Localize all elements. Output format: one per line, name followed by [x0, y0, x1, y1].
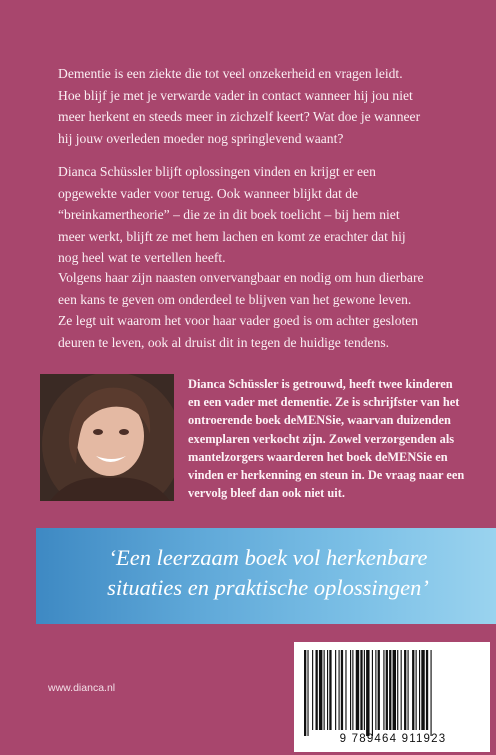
barcode-bar: [339, 650, 340, 730]
barcode-bar: [304, 650, 306, 736]
author-photo: [40, 374, 174, 501]
barcode-bar: [419, 650, 420, 730]
blurb-line: Dianca Schüssler blijft oplossingen vinden en krijgt er een: [58, 164, 376, 179]
barcode-bar: [319, 650, 322, 730]
bio-line: Dianca Schüssler is getrouwd, heeft twee kinderen: [188, 377, 453, 391]
barcode-bar: [345, 650, 346, 730]
barcode-bar: [364, 650, 365, 730]
review-quote: [48, 543, 488, 603]
barcode-bar: [356, 650, 359, 730]
barcode-bar: [327, 650, 328, 730]
barcode-bar: [393, 650, 396, 730]
barcode-bar: [386, 650, 388, 730]
barcode-bar: [360, 650, 362, 730]
blurb-paragraph-1: [58, 63, 458, 149]
barcode-bar: [335, 650, 336, 730]
blurb-line: opgewekte vader voor terug. Ook wanneer blijkt dat de: [58, 185, 359, 201]
barcode-bar: [408, 650, 409, 730]
author-bio: [188, 375, 488, 502]
barcode-bar: [412, 650, 414, 730]
blurb-line: meer werkt, blijft ze met hem lachen en komt ze erachter dat hij: [58, 228, 406, 244]
barcode-bar: [366, 650, 369, 736]
barcode-bar: [421, 650, 424, 730]
quote-line: situaties en praktische oplossingen’: [107, 575, 429, 600]
blurb-line: Volgens haar zijn naasten onvervangbaar en nodig om hun dierbare: [58, 270, 424, 285]
barcode-bar: [324, 650, 325, 730]
barcode-bar: [404, 650, 406, 730]
blurb-paragraph-2: [58, 161, 458, 269]
barcode-bar: [401, 650, 402, 730]
isbn-number: 9 789464 911923: [339, 733, 447, 745]
barcode-bar: [307, 650, 308, 736]
bio-line: exemplaren verkocht zijn. Zowel verzorgenden als: [188, 431, 455, 446]
blurb-line: “breinkamertheorie” – die ze in dit boek toelicht – bij hem niet: [58, 207, 400, 223]
blurb-line: Ze legt uit waarom het voor haar vader goed is om achter gesloten: [58, 313, 419, 329]
barcode-bar: [372, 650, 373, 736]
barcode-bar: [316, 650, 318, 730]
barcode-bar: [350, 650, 351, 730]
website-url: www.dianca.nl: [48, 682, 116, 694]
bio-line: vinden er herkenning en steun in. De vraag naar een: [188, 468, 465, 483]
blurb-paragraph-3: [58, 267, 458, 353]
barcode-bar: [378, 650, 380, 730]
barcode-bar: [426, 650, 428, 730]
barcode-bar: [329, 650, 331, 730]
barcode-bar: [389, 650, 391, 730]
barcode-bar: [383, 650, 384, 730]
barcode-bar: [312, 650, 313, 730]
bio-line: ontroerende boek deMENSie, waarvan duizenden: [188, 413, 451, 428]
bio-line: en een vader met dementie. Ze is schrijfster van het: [188, 395, 460, 410]
barcode-bar: [397, 650, 398, 730]
blurb-line: nog heel wat te vertellen heeft.: [58, 250, 226, 266]
bio-line: vervolg bleef dan ook niet uit.: [188, 486, 345, 501]
blurb-line: deuren te leven, ook al druist dit in tegen de huidige tendens.: [58, 334, 390, 350]
barcode-bar: [431, 650, 432, 736]
barcode-bar: [375, 650, 376, 730]
barcode-bar: [341, 650, 343, 730]
barcode-bars: [302, 650, 482, 736]
barcode-bar: [416, 650, 417, 730]
blurb-line: een kans te geven om onderdeel te blijven van het gewone leven.: [58, 291, 412, 307]
blurb-line: meer herkent en steeds meer in zichzelf keert? Wat doe je wanneer: [58, 109, 421, 125]
quote-line: ‘Een leerzaam boek vol herkenbare: [108, 545, 428, 570]
blurb-line: Dementie is een ziekte die tot veel onzekerheid en vragen leidt.: [58, 66, 403, 81]
blurb-line: Hoe blijf je met je verwarde vader in contact wanneer hij jou niet: [58, 87, 413, 103]
bio-line: mantelzorgers waarderen het boek deMENSie en: [188, 449, 448, 464]
barcode-bar: [352, 650, 353, 730]
blurb-line: hij jouw overleden moeder nog springlevend waant?: [58, 130, 344, 146]
